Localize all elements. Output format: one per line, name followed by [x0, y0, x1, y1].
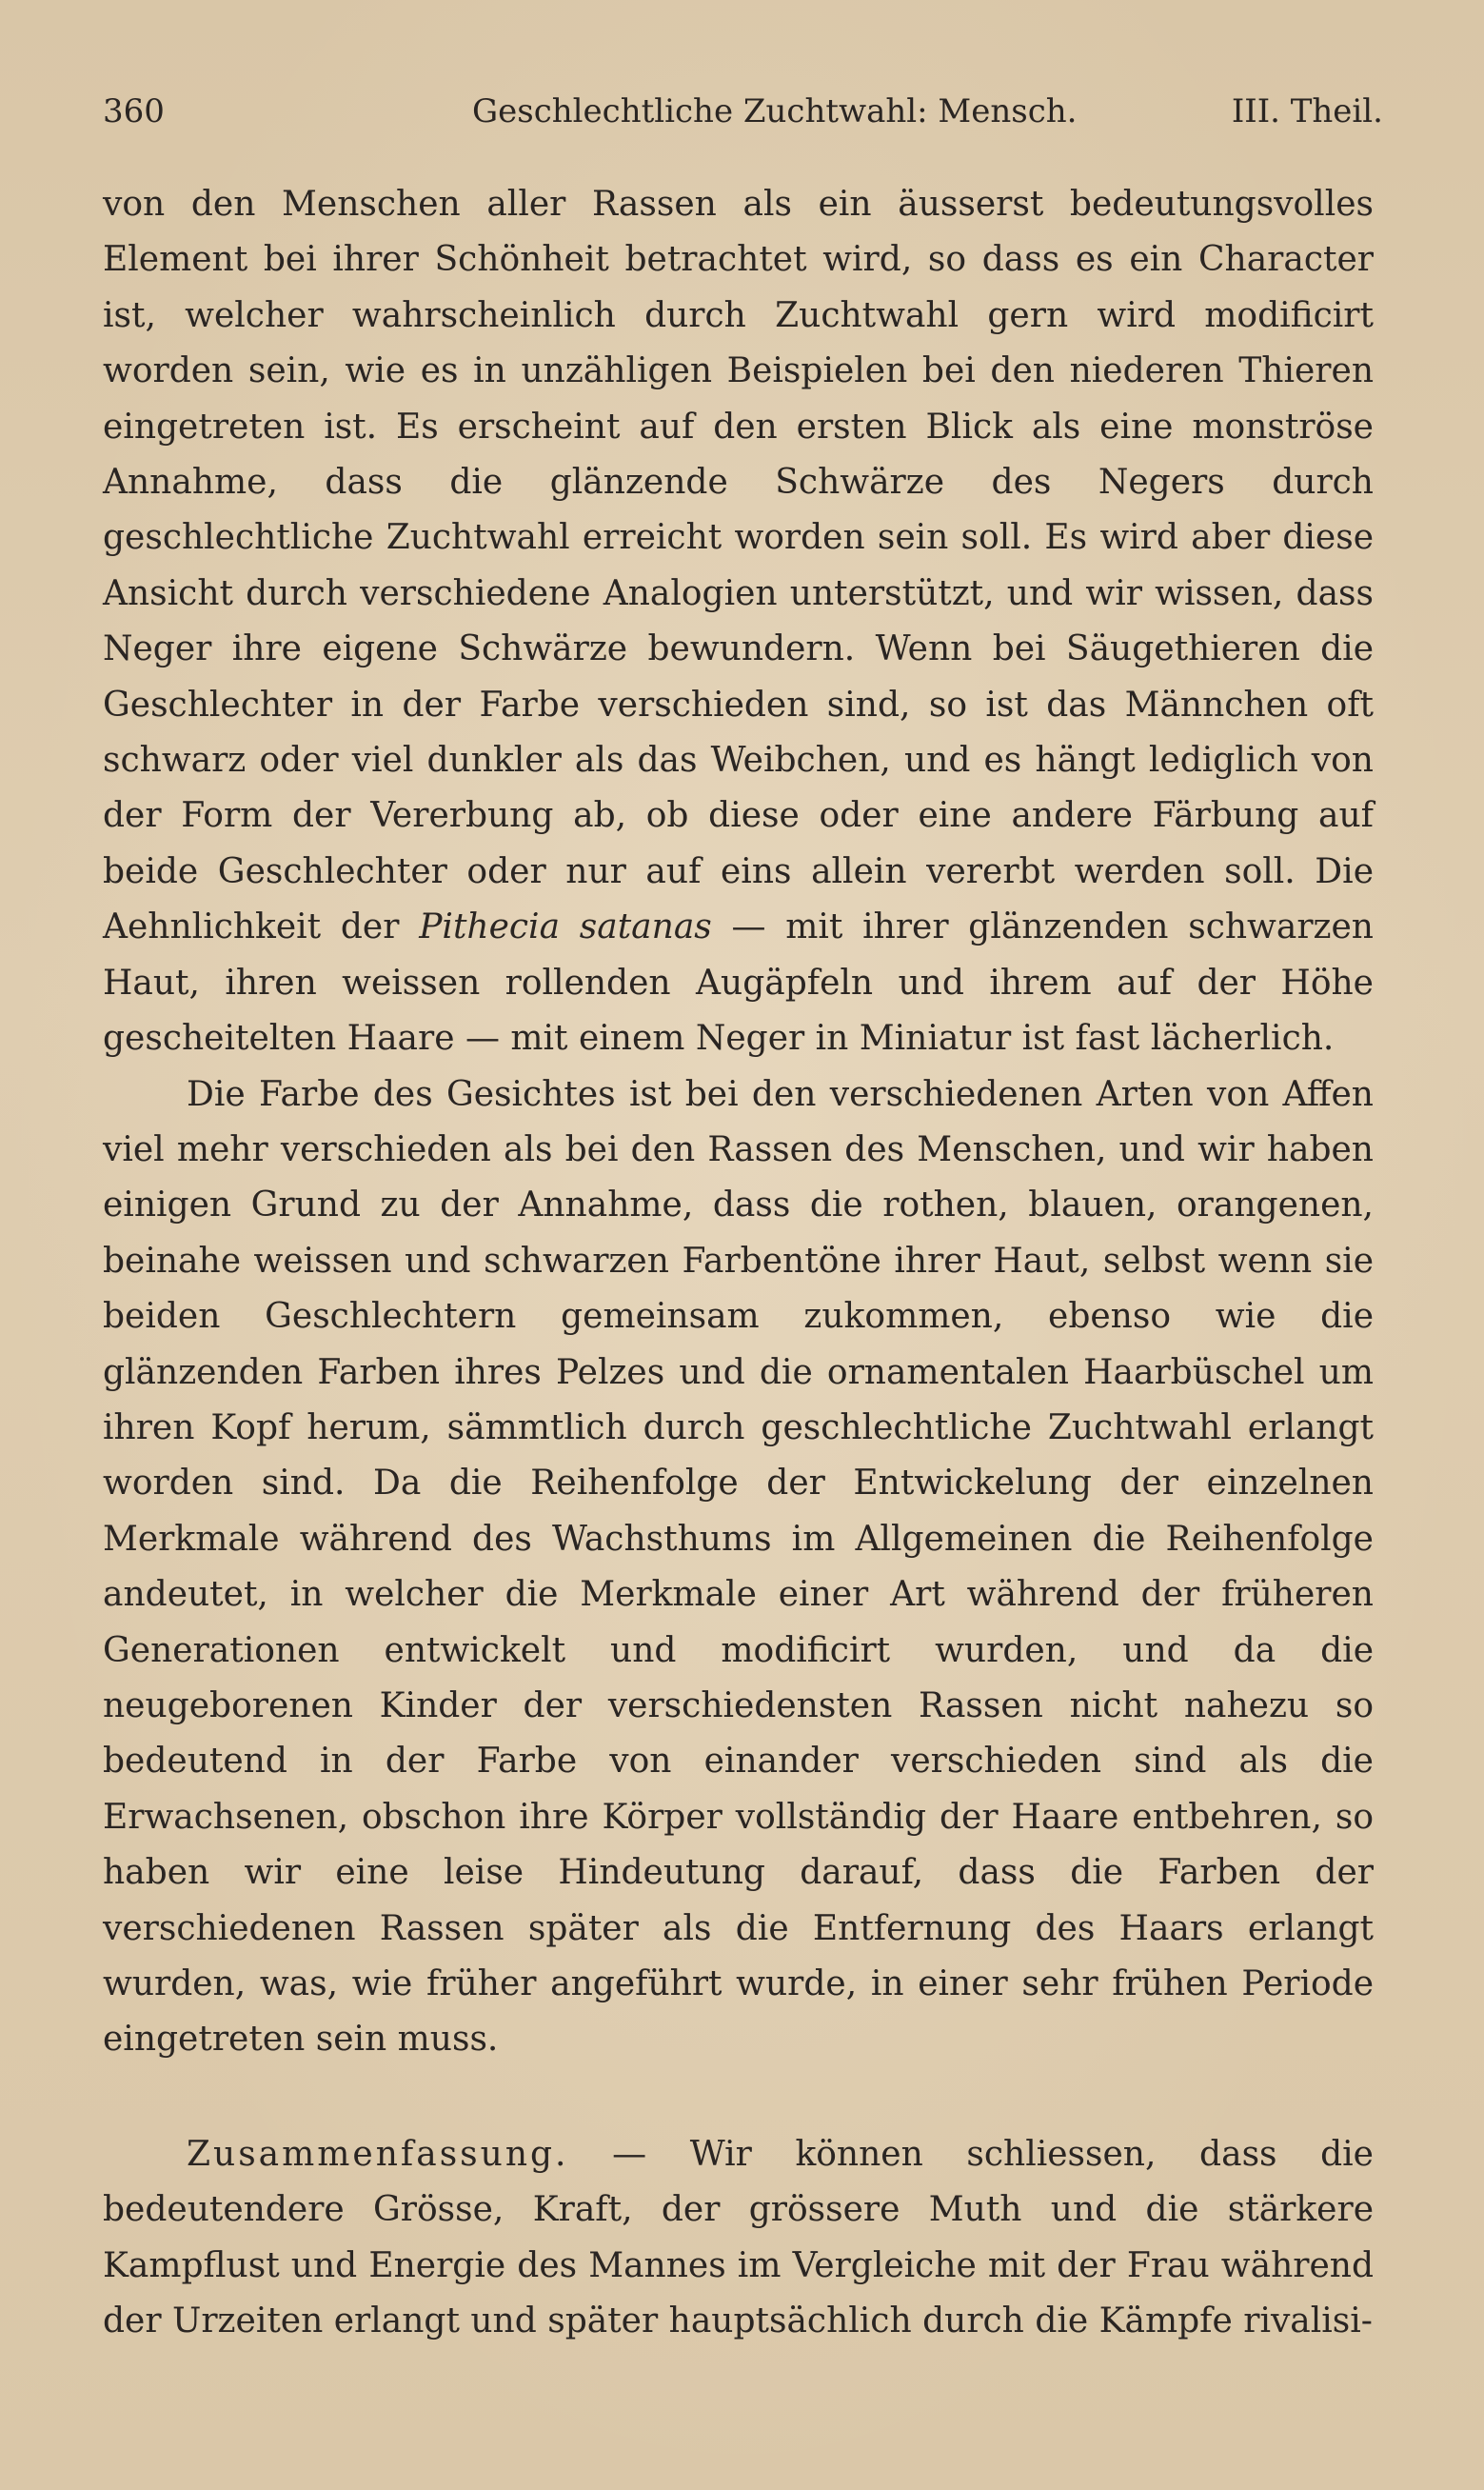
paragraph-2-text: Die Farbe des Gesichtes ist bei den verschiedenen Arten von Affen viel mehr verschieden als bei den Rassen des Menschen, und wir haben einigen Grund zu der Annahme, dass die rothen, blauen, orangenen, beinahe weissen und schwarzen Farbentöne ihrer Haut, selbst wenn sie beiden Geschlechtern gemeinsam zukommen, ebenso wie die glänzenden Farben ihres Pelzes und die ornamentalen Haarbüschel um ihren Kopf herum, sämmtlich durch geschlechtliche Zuchtwahl erlangt worden sind. Da die Reihenfolge der Entwickelung der einzelnen Merkmale während des Wachsthums im Allgemeinen die Reihenfolge andeutet, in welcher die Merkmale einer Art während der früheren Generationen entwickelt und modificirt wurden, und da die neugeborenen Kinder der verschiedensten Rassen nicht nahezu so bedeutend in der Farbe von einander verschieden sind als die Erwachsenen, obschon ihre Körper vollständig der Haare entbehren, so haben wir eine leise Hindeutung darauf, dass die Farben der verschiedenen Rassen später als die Entfernung des Haars erlangt wurden, was, wie früher angeführt wurde, in einer sehr frühen Periode eingetreten sein muss.: [103, 1074, 1374, 2060]
paragraph-3-text: — Wir können schliessen, dass die bedeutendere Grösse, Kraft, der grössere Muth und die stärkere Kampflust und Energie des Mannes im Vergleiche mit der Frau während der Urzeiten erlangt und später hauptsächlich durch die Kämpfe rivalisi-: [103, 2134, 1374, 2341]
paragraph-2: [103, 1067, 1374, 2068]
page-number: 360: [103, 92, 165, 130]
part-label: III. Theil.: [1231, 92, 1383, 130]
running-title: Geschlechtliche Zuchtwahl: Mensch.: [472, 92, 1078, 130]
paragraph-1-text: von den Menschen aller Rassen als ein äusserst bedeutungsvolles Element bei ihrer Schönheit betrachtet wird, so dass es ein Character ist, welcher wahrscheinlich durch Zuchtwahl gern wird modificirt worden sein, wie es in unzähligen Beispielen bei den niederen Thieren eingetreten ist. Es erscheint auf den ersten Blick als eine monströse Annahme, dass die glänzende Schwärze des Negers durch geschlechtliche Zuchtwahl erreicht worden sein soll. Es wird aber diese Ansicht durch verschiedene Analogien unterstützt, und wir wissen, dass Neger ihre eigene Schwärze bewundern. Wenn bei Säugethieren die Geschlechter in der Farbe verschieden sind, so ist das Männchen oft schwarz oder viel dunkler als das Weibchen, und es hängt lediglich von der Form der Vererbung ab, ob diese oder eine andere Färbung auf beide Geschlechter oder nur auf eins allein vererbt werden soll. Die Aehnlichkeit der: [103, 185, 1374, 947]
summary-heading: Zusammenfassung.: [187, 2134, 569, 2174]
page-header: [103, 88, 1383, 135]
species-name: Pithecia satanas: [419, 907, 712, 947]
paragraph-3: [103, 2127, 1374, 2350]
paragraph-1-text-continued: — mit ihrer glänzenden schwarzen Haut, ihren weissen rollenden Augäpfeln und ihrem auf der Höhe gescheitelten Haare — mit einem Neger in Miniatur ist fast lächerlich.: [103, 907, 1374, 1059]
body-text: [103, 177, 1374, 2349]
paragraph-1: [103, 177, 1374, 1067]
